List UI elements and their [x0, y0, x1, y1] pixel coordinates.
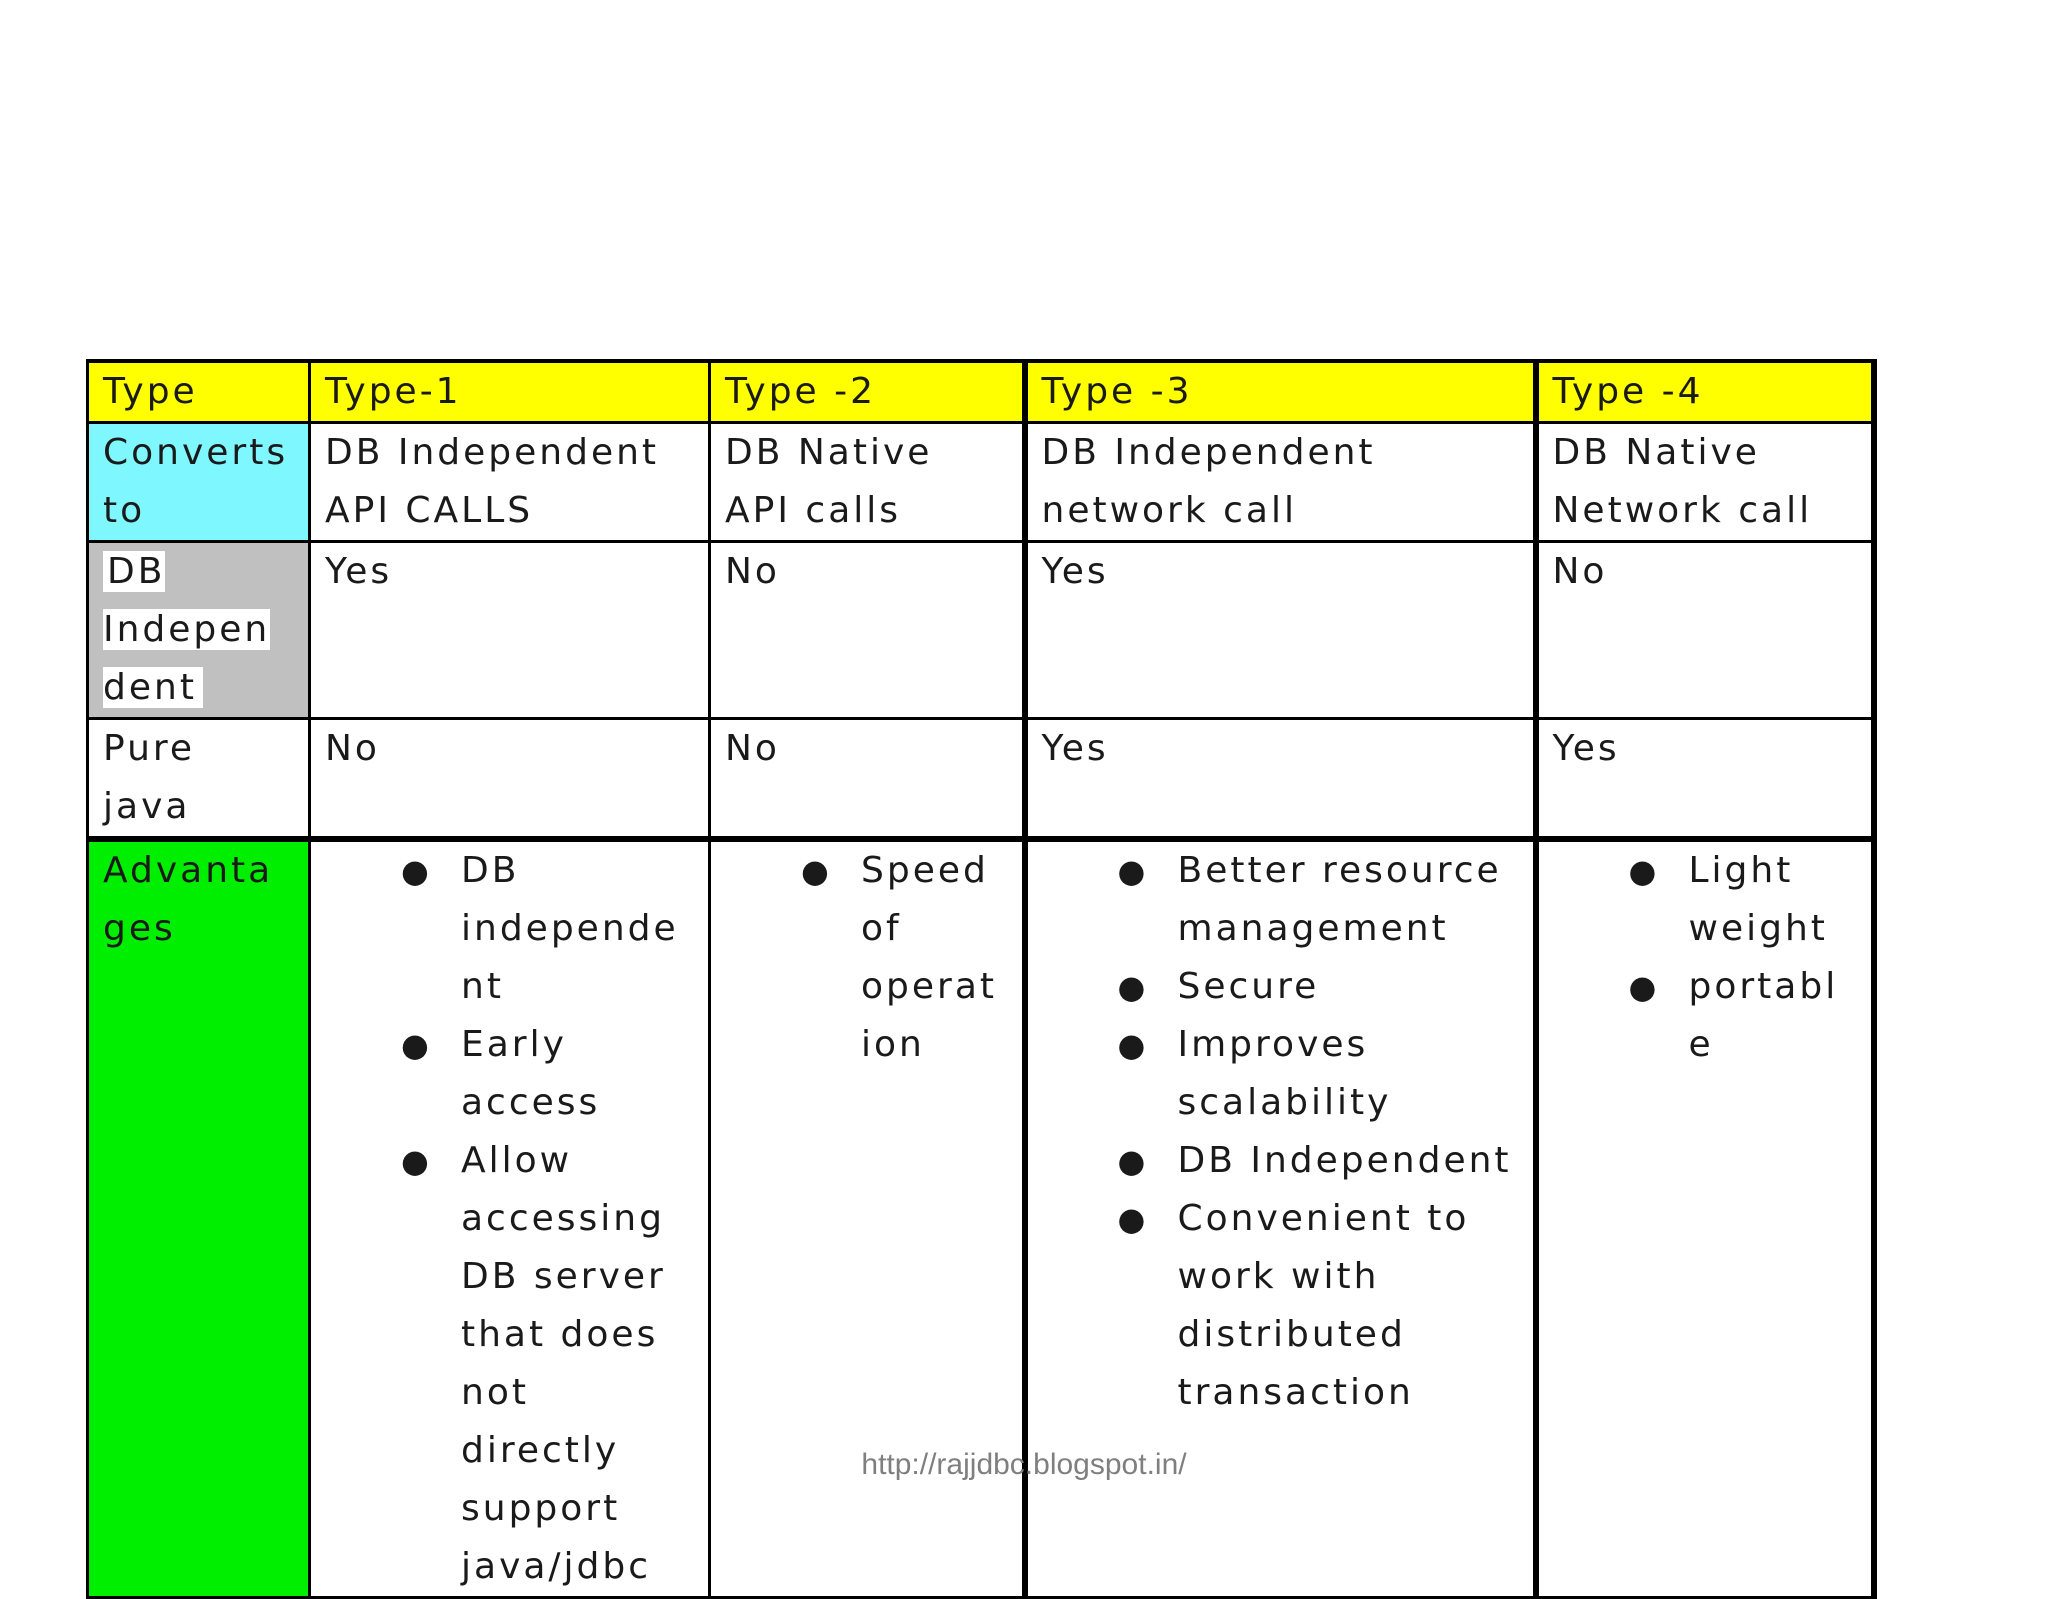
advantage-item	[1553, 842, 1857, 958]
bullet-icon: ●	[801, 852, 832, 890]
jdbc-driver-comparison-table	[86, 359, 1877, 1599]
advantage-item	[1553, 958, 1857, 1074]
pure-java-type-4: Yes	[1536, 719, 1874, 840]
converts-to-label: Converts to	[88, 423, 310, 542]
advantage-item	[1042, 1132, 1519, 1190]
advantage-item	[1042, 842, 1519, 958]
bullet-icon: ●	[1117, 1142, 1149, 1180]
advantage-item	[1042, 958, 1519, 1016]
converts-to-type-4: DB Native Network call	[1536, 423, 1874, 542]
advantages-row	[88, 839, 1874, 1598]
pure-java-type-1: No	[310, 719, 710, 840]
db-independent-type-3: Yes	[1025, 542, 1536, 719]
advantage-text: Speed of operation	[861, 850, 998, 1065]
db-independent-row	[88, 542, 1874, 719]
db-independent-label: DB Independent	[103, 551, 271, 708]
advantage-text: Allow accessing DB server that does not directly support java/jdbc	[461, 1140, 666, 1587]
header-type-1: Type-1	[310, 361, 710, 423]
header-row	[88, 361, 1874, 423]
advantage-item	[1042, 1016, 1519, 1132]
advantage-item	[725, 842, 1008, 1074]
advantage-text: Better resource management	[1177, 850, 1502, 949]
bullet-icon: ●	[1117, 1026, 1149, 1064]
bullet-icon: ●	[401, 1142, 432, 1180]
advantages-label: Advantages	[88, 839, 310, 1598]
advantages-type-3-list	[1042, 842, 1519, 1422]
db-independent-type-4: No	[1536, 542, 1874, 719]
converts-to-row	[88, 423, 1874, 542]
header-type-4: Type -4	[1536, 361, 1874, 423]
advantages-type-4-list	[1553, 842, 1857, 1074]
header-type-2: Type -2	[710, 361, 1025, 423]
bullet-icon: ●	[1628, 852, 1660, 890]
advantage-item	[325, 1132, 694, 1596]
bullet-icon: ●	[401, 852, 432, 890]
bullet-icon: ●	[1628, 968, 1660, 1006]
advantages-type-1-list	[325, 842, 694, 1596]
advantage-text: Improves scalability	[1177, 1024, 1392, 1123]
advantages-type-2	[710, 839, 1025, 1598]
bullet-icon: ●	[1117, 1200, 1149, 1238]
bullet-icon: ●	[1117, 852, 1149, 890]
converts-to-type-1: DB Independent API CALLS	[310, 423, 710, 542]
bullet-icon: ●	[401, 1026, 432, 1064]
pure-java-row	[88, 719, 1874, 840]
advantage-text: Convenient to work with distributed transaction	[1177, 1198, 1470, 1413]
pure-java-label: Pure java	[88, 719, 310, 840]
advantage-item	[1042, 1190, 1519, 1422]
pure-java-type-2: No	[710, 719, 1025, 840]
pure-java-type-3: Yes	[1025, 719, 1536, 840]
advantages-type-3	[1025, 839, 1536, 1598]
header-type: Type	[88, 361, 310, 423]
bullet-icon: ●	[1117, 968, 1149, 1006]
advantage-text: Light weight	[1688, 850, 1828, 949]
header-type-3: Type -3	[1025, 361, 1536, 423]
converts-to-type-2: DB Native API calls	[710, 423, 1025, 542]
advantage-item	[325, 842, 694, 1016]
advantage-text: DB independent	[461, 850, 679, 1007]
db-independent-label-cell	[88, 542, 310, 719]
advantages-type-4	[1536, 839, 1874, 1598]
footer-url: http://rajjdbc.blogspot.in/	[861, 1448, 1187, 1481]
db-independent-type-2: No	[710, 542, 1025, 719]
advantage-item	[325, 1016, 694, 1132]
advantage-text: DB Independent	[1177, 1140, 1512, 1181]
db-independent-type-1: Yes	[310, 542, 710, 719]
converts-to-type-3: DB Independent network call	[1025, 423, 1536, 542]
advantages-type-2-list	[725, 842, 1008, 1074]
advantage-text: Secure	[1177, 966, 1320, 1007]
advantages-type-1	[310, 839, 710, 1598]
advantage-text: Early access	[461, 1024, 601, 1123]
advantage-text: portable	[1688, 966, 1839, 1065]
